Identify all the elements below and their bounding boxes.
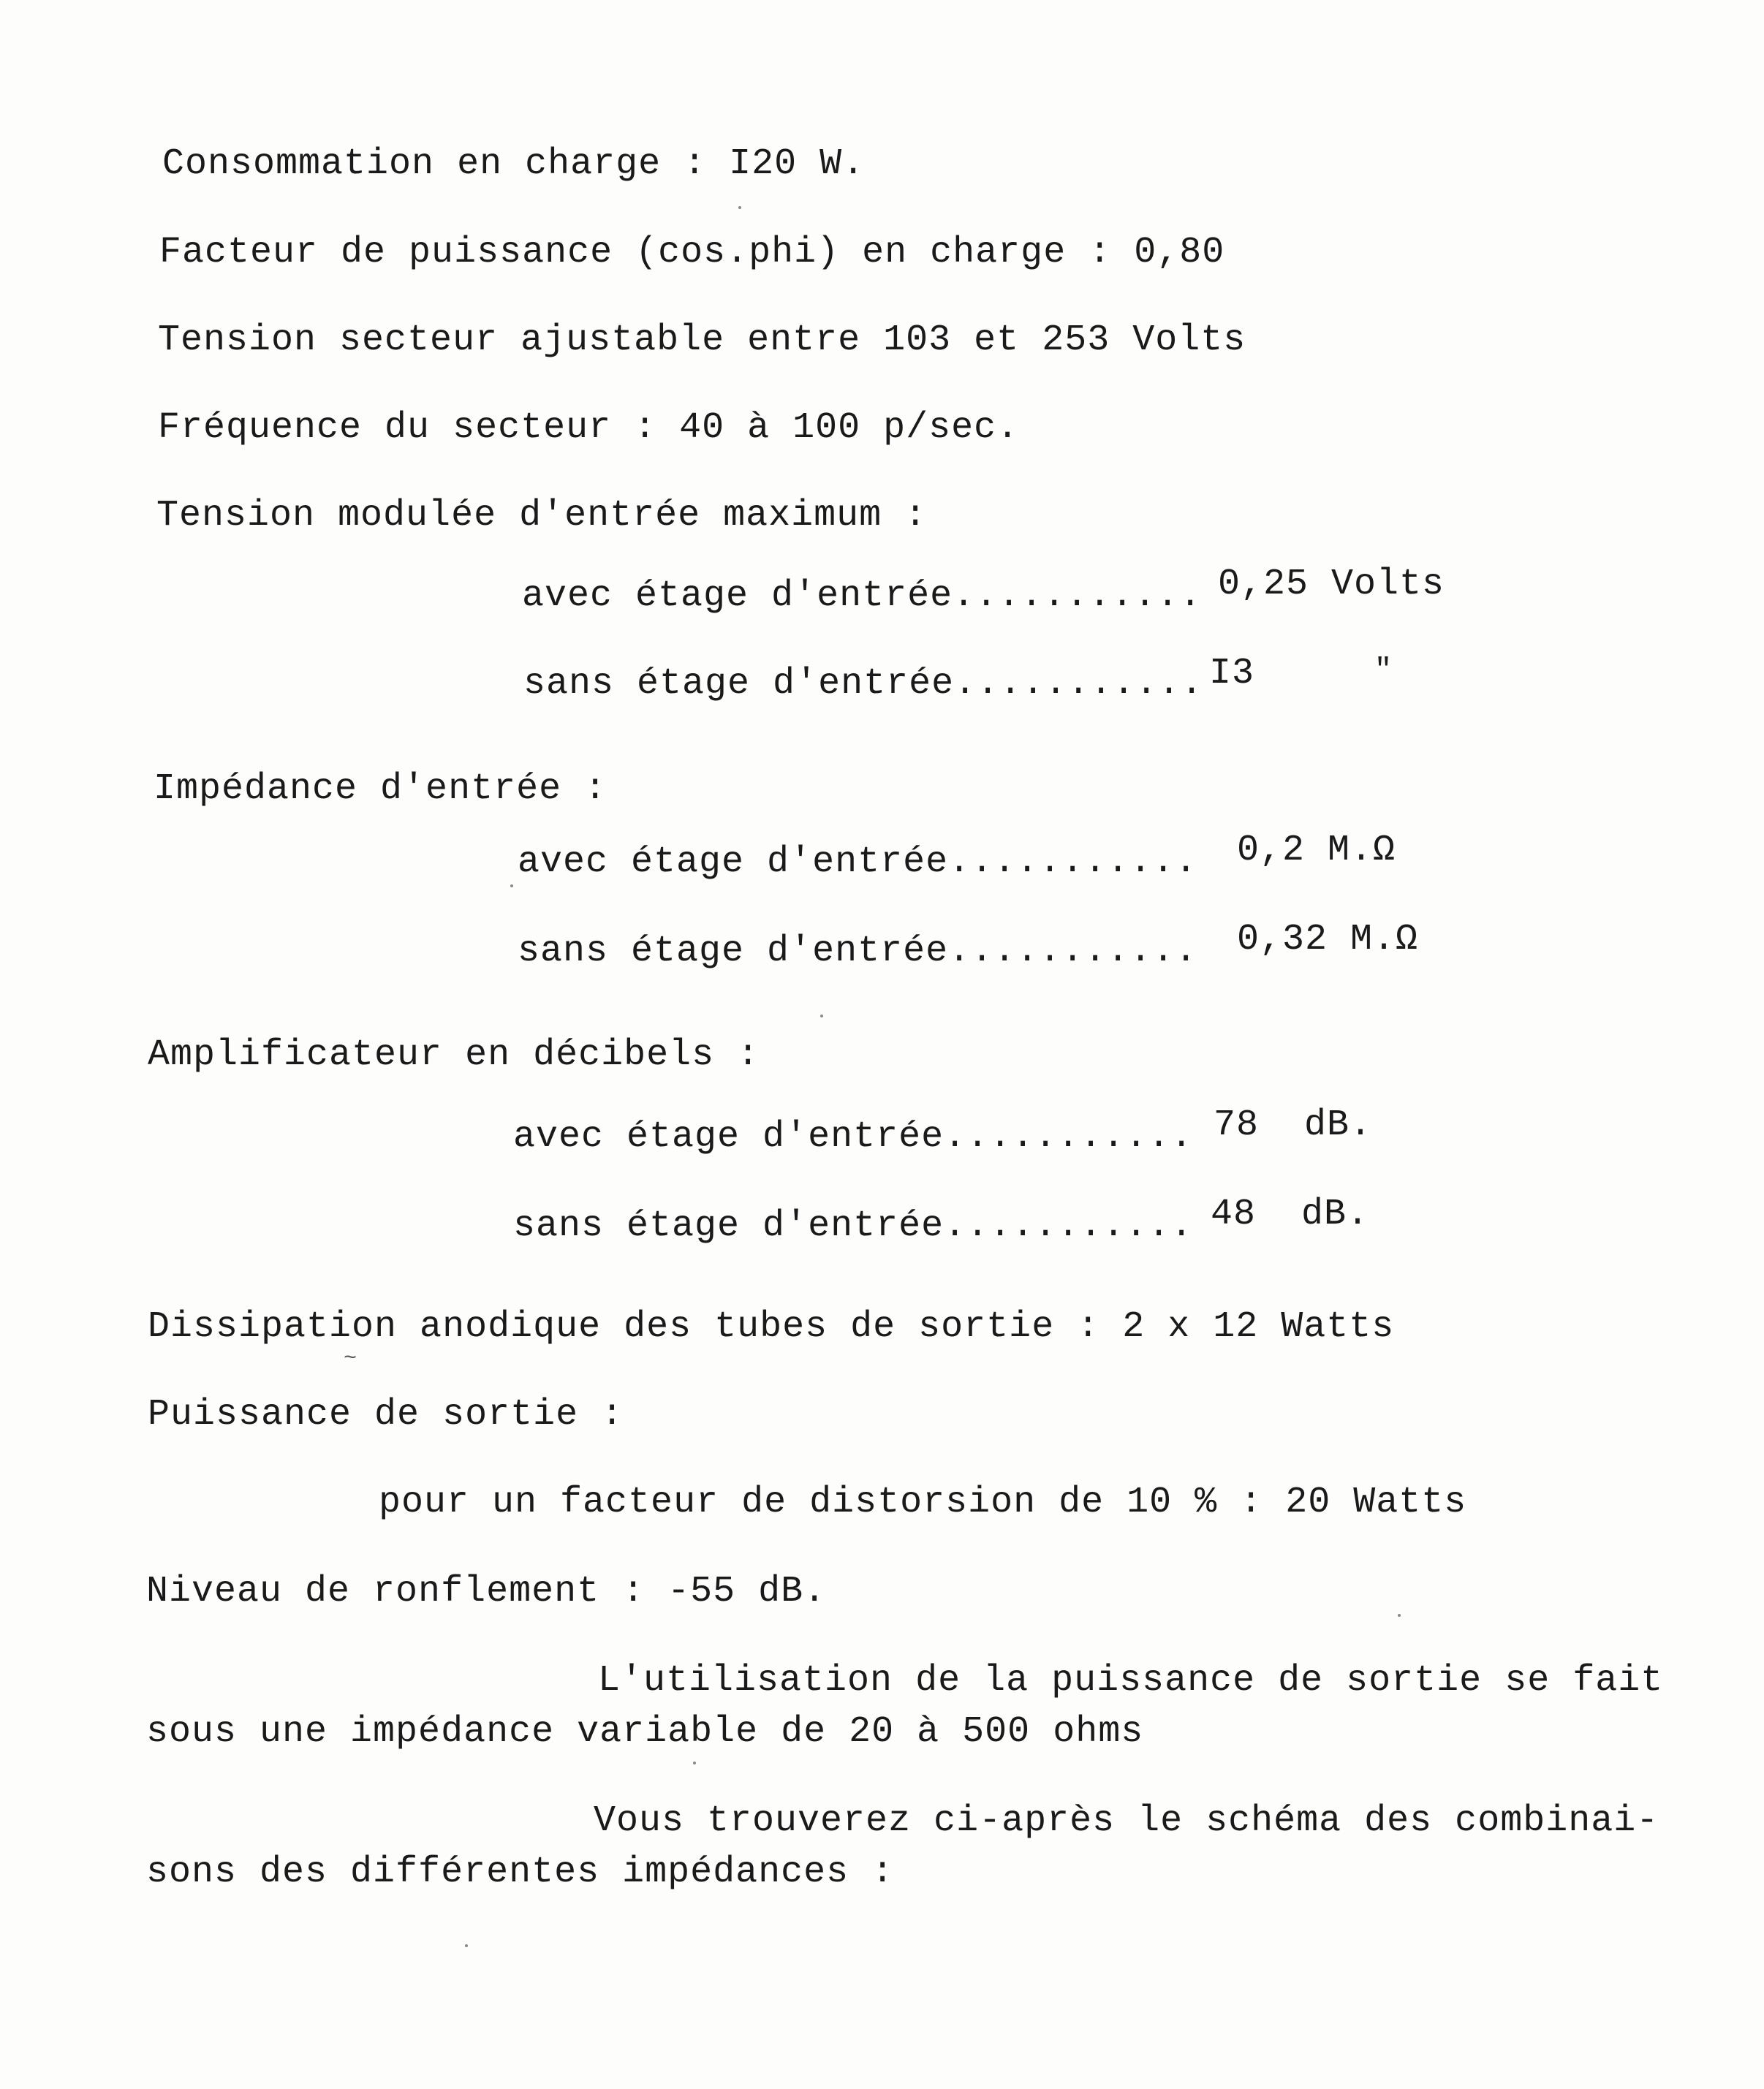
tension-avec-value: 0,25 Volts [1218,564,1445,605]
consommation-line: Consommation en charge : I20 W. [162,143,866,185]
paper-speck [510,884,513,887]
puissance-heading: Puissance de sortie : [148,1394,624,1436]
utilisation-line-1: L'utilisation de la puissance de sortie se fait [598,1660,1664,1702]
trouverez-line-2: sons des différentes impédances : [146,1851,895,1893]
tension-avec-label: avec étage d'entrée........... [522,575,1203,617]
distorsion-line: pour un facteur de distorsion de 10 % : 20 Watts [379,1482,1467,1523]
paper-speck [820,1015,823,1017]
impedance-sans-label: sans étage d'entrée........... [518,930,1198,972]
impedance-sans-value: 0,32 M.Ω [1237,919,1419,960]
tension-secteur-line: Tension secteur ajustable entre 103 et 253 Volts [158,319,1246,361]
handwritten-tick: ~ [344,1346,357,1371]
tension-sans-label: sans étage d'entrée........... [523,663,1204,705]
trouverez-line-1: Vous trouverez ci-après le schéma des combinai- [594,1800,1659,1842]
paper-speck [1398,1614,1401,1617]
frequence-line: Fréquence du secteur : 40 à 100 p/sec. [158,407,1020,449]
impedance-heading: Impédance d'entrée : [154,768,607,810]
impedance-avec-label: avec étage d'entrée........... [518,841,1198,883]
amplificateur-sans-value: 48 dB. [1211,1194,1370,1235]
amplificateur-heading: Amplificateur en décibels : [148,1034,760,1076]
tension-sans-value: I3 [1209,653,1255,694]
ditto-mark: " [1374,654,1393,687]
amplificateur-avec-label: avec étage d'entrée........... [513,1116,1194,1158]
amplificateur-sans-label: sans étage d'entrée........... [513,1205,1194,1247]
ronflement-line: Niveau de ronflement : -55 dB. [146,1571,827,1612]
utilisation-line-2: sous une impédance variable de 20 à 500 ohms [146,1711,1144,1753]
impedance-avec-value: 0,2 M.Ω [1237,830,1396,871]
paper-speck [738,206,741,209]
tension-modulee-heading: Tension modulée d'entrée maximum : [156,495,928,537]
paper-speck [693,1762,696,1764]
facteur-puissance-line: Facteur de puissance (cos.phi) en charge : 0,80 [159,232,1225,273]
amplificateur-avec-value: 78 dB. [1214,1104,1373,1146]
paper-speck [465,1944,468,1947]
dissipation-line: Dissipation anodique des tubes de sortie : 2 x 12 Watts [148,1306,1395,1348]
